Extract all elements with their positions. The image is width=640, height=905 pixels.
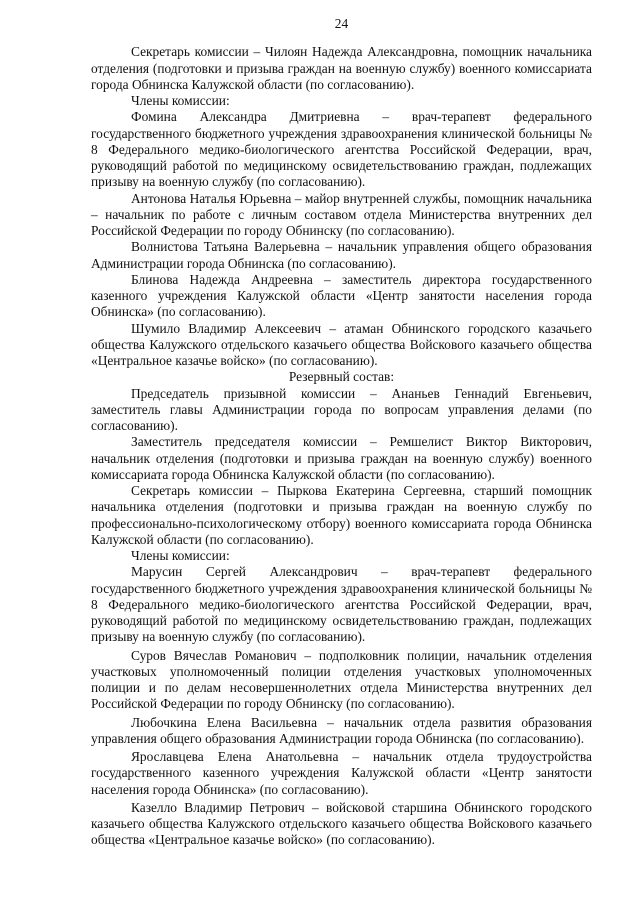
paragraph-secretary: Секретарь комиссии – Чилоян Надежда Александровна, помощник начальника отделения (подготовки и призыва граждан на военную службу) военного комиссариата города Обнинска Калужской области (по согласованию).: [91, 44, 592, 92]
paragraph-reserve-chairman: Председатель призывной комиссии – Ананьев Геннадий Евгеньевич, заместитель главы Администрации города по вопросам управления делами (по согласованию).: [91, 385, 592, 433]
paragraph-reserve-kazello: Казелло Владимир Петрович – войсковой старшина Обнинского городского казачьего общества Калужского отдельского казачьего общества Войскового казачьего общества «Центральное казачье войско» (по согласованию).: [91, 799, 592, 848]
paragraph-reserve-lyubochkina: Любочкина Елена Васильевна – начальник отдела развития образования управления общего образования Администрации города Обнинска (по согласованию).: [91, 714, 592, 746]
page-number: 24: [334, 16, 349, 31]
reserve-heading: Резервный состав:: [288, 369, 395, 385]
members-label-reserve: Члены комиссии:: [131, 548, 230, 563]
paragraph-member-fomina: Фомина Александра Дмитриевна – врач-терапевт федерального государственного бюджетного учреждения здравоохранения клинической больницы № 8 Федерального медико-биологического агентства Российской Федерации, врач, руководящий работой по медицинскому освидетельствованию граждан, подлежащих призыву на военную службу (по согласованию).: [91, 109, 592, 190]
paragraph-reserve-marusin: Марусин Сергей Александрович – врач-терапевт федерального государственного бюджетного учреждения здравоохранения клинической больницы № 8 Федерального медико-биологического агентства Российской Федерации, врач, руководящий работой по медицинскому освидетельствованию граждан, подлежащих призыву на военную службу (по согласованию).: [91, 564, 592, 645]
paragraph-reserve-surov: Суров Вячеслав Романович – подполковник полиции, начальник отделения участковых уполномоченный полиции отделения участковых уполномоченных полиции и по делам несовершеннолетних отдела Министерства внутренних дел Российской Федерации по городу Обнинску (по согласованию).: [91, 647, 592, 712]
paragraph-member-volnistova: Волнистова Татьяна Валерьевна – начальник управления общего образования Администрации города Обнинска (по согласованию).: [91, 239, 592, 271]
members-label: Члены комиссии:: [131, 93, 230, 108]
paragraph-reserve-deputy: Заместитель председателя комиссии – Ремшелист Виктор Викторович, начальник отделения (подготовки и призыва граждан на военную службу) военного комиссариата города Обнинска Калужской области (по согласованию).: [91, 434, 592, 482]
paragraph-reserve-yaroslavtseva: Ярославцева Елена Анатольевна – начальник отдела трудоустройства государственного казенного учреждения Калужской области «Центр занятости населения города Обнинска» (по согласованию).: [91, 749, 592, 797]
paragraph-member-shumilo: Шумило Владимир Алексеевич – атаман Обнинского городского казачьего общества Калужского отдельского казачьего общества Войскового казачьего общества «Центральное казачье войско» (по согласованию).: [91, 320, 592, 368]
paragraph-member-antonova: Антонова Наталья Юрьевна – майор внутренней службы, помощник начальника – начальник по работе с личным составом отдела Министерства внутренних дел Российской Федерации по городу Обнинску (по согласованию).: [91, 190, 592, 238]
paragraph-reserve-secretary: Секретарь комиссии – Пыркова Екатерина Сергеевна, старший помощник начальника отделения (подготовки и призыва граждан на военную службу по профессионально-психологическому отбору) военного комиссариата города Обнинска Калужской области (по согласованию).: [91, 483, 592, 547]
paragraph-member-blinova: Блинова Надежда Андреевна – заместитель директора государственного казенного учреждения Калужской области «Центр занятости населения города Обнинска» (по согласованию).: [91, 271, 592, 320]
